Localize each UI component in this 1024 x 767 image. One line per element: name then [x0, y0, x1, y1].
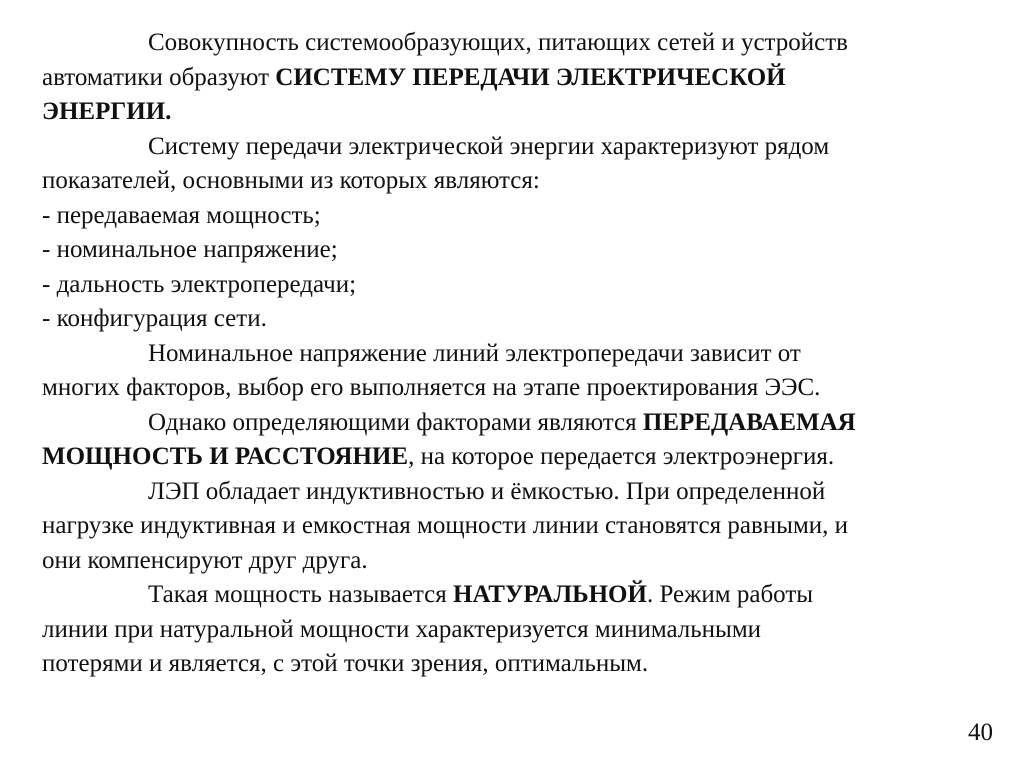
paragraph-6-line-1-text: Такая мощность называется: [148, 581, 453, 608]
paragraph-5-line-1: ЛЭП обладает индуктивностью и ёмкостью. При определенной: [148, 477, 826, 505]
transmitted-power-term: ПЕРЕДАВАЕМАЯ: [642, 408, 856, 436]
paragraph-4-line-1: [42, 406, 982, 441]
paragraph-6-line-3: потерями и является, с этой точки зрения, оптимальным.: [42, 650, 649, 677]
page-number: 40: [968, 719, 993, 746]
paragraph-3-line-1: Номинальное напряжение линий электропередачи зависит от: [148, 339, 801, 367]
list-item-network-configuration: - конфигурация сети.: [42, 305, 267, 332]
natural-power-term: НАТУРАЛЬНОЙ: [453, 581, 647, 608]
paragraph-1-line-2-text: автоматики образуют: [42, 63, 276, 91]
slide-body-text: [42, 26, 982, 682]
paragraph-6-line-1: [42, 578, 982, 613]
paragraph-2-line-2: показателей, основными из которых являются:: [42, 167, 540, 194]
paragraph-1-line-3: ЭНЕРГИИ.: [42, 98, 172, 125]
paragraph-5-line-3: они компенсируют друг друга.: [42, 546, 368, 574]
paragraph-5-line-2: нагрузке индуктивная и емкостная мощности линии становятся равными, и: [42, 512, 849, 539]
paragraph-4-line-1-text: Однако определяющими факторами являются: [148, 408, 643, 436]
paragraph-1-line-2: [42, 61, 982, 96]
paragraph-1-line-1: Совокупность системообразующих, питающих сетей и устройств: [148, 29, 848, 56]
paragraph-2-line-1: Систему передачи электрической энергии характеризуют рядом: [148, 132, 830, 160]
list-item-nominal-voltage: - номинальное напряжение;: [42, 236, 338, 263]
paragraph-6-line-2: линии при натуральной мощности характеризуется минимальными: [42, 615, 762, 643]
list-item-transmission-distance: - дальность электропередачи;: [42, 270, 357, 298]
power-and-distance-term: МОЩНОСТЬ И РАССТОЯНИЕ: [42, 443, 409, 470]
paragraph-6-line-1-tail: . Режим работы: [646, 581, 814, 608]
paragraph-3-line-2: многих факторов, выбор его выполняется на этапе проектирования ЭЭС.: [42, 374, 821, 401]
system-of-energy-transmission-term: СИСТЕМУ ПЕРЕДАЧИ ЭЛЕКТРИЧЕСКОЙ: [275, 63, 786, 91]
paragraph-4-line-2-text: , на которое передается электроэнергия.: [408, 443, 835, 470]
list-item-transmitted-power: - передаваемая мощность;: [42, 201, 321, 229]
paragraph-4-line-2: [42, 440, 982, 475]
